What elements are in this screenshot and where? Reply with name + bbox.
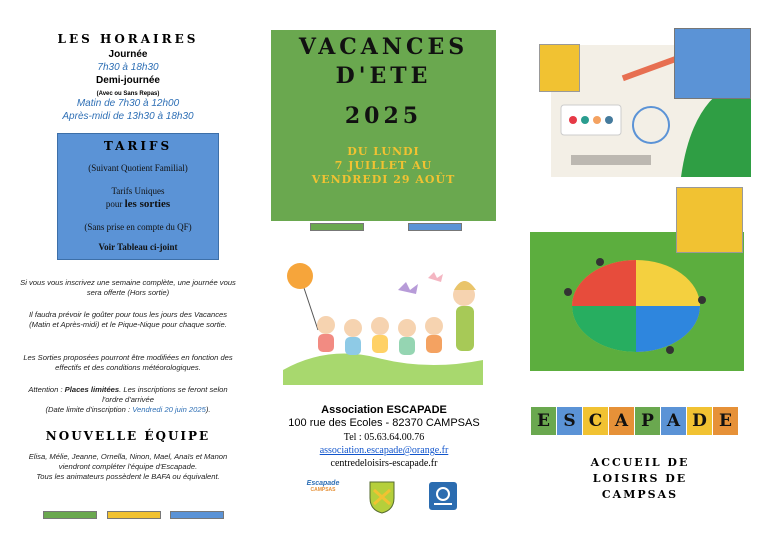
escapade-letter-5: P [635, 407, 660, 435]
grass-shape [283, 354, 483, 385]
equipe-title: NOUVELLE ÉQUIPE [45, 429, 211, 443]
escapade-letter-6: A [661, 407, 686, 435]
escapade-letter-4: A [609, 407, 634, 435]
green-strip [43, 511, 97, 519]
accueil-line2: LOISIRS DE [592, 472, 688, 485]
escapade-word [531, 407, 737, 437]
coat-of-arms-icon [368, 480, 396, 514]
vacances-line2: D'ETE [335, 63, 432, 89]
butterfly-shape [398, 282, 418, 294]
escapade-letter-3: C [583, 407, 608, 435]
escapade-logo-sub: CAMPSAS [310, 487, 336, 493]
tarifs-pour-sorties [58, 198, 218, 210]
escapade-letter-8: E [713, 407, 738, 435]
tarifs-pour: pour [105, 199, 125, 209]
tarifs-title: TARIFS [103, 139, 173, 153]
equipe-text [20, 452, 236, 482]
journee-label: Journée [108, 49, 148, 60]
association-address: 100 rue des Ecoles - 82370 CAMPSAS [288, 417, 480, 429]
blue-strip [170, 511, 224, 519]
escapade-logo [303, 480, 343, 510]
caf-logo-icon [428, 481, 458, 511]
balloon-string [304, 288, 318, 330]
association-name: Association ESCAPADE [321, 404, 447, 416]
horaires-title: LES HORAIRES [57, 32, 199, 46]
journee-hours: 7h30 à 18h30 [97, 62, 159, 73]
accueil-line3: CAMPSAS [601, 488, 679, 501]
attention-prefix: Attention : [28, 385, 65, 394]
yellow-square-mid [676, 187, 743, 253]
equipe-text-1: Elisa, Mélie, Jeanne, Ornella, Ninon, Mael, Anaïs et Manon viendront compléter l'équipe d'Escapade. [28, 452, 228, 471]
equipe-text-2: Tous les animateurs possèdent le BAFA ou équivalent. [36, 472, 220, 481]
email-link[interactable]: association.escapade@orange.fr [319, 445, 449, 456]
association-email[interactable] [256, 444, 512, 457]
note-sorties: Les Sorties proposées pourront être modifiées en fonction des effectifs et des conditions météorologiques. [23, 353, 233, 372]
kids-group [317, 281, 476, 355]
escapade-letter-1: E [531, 407, 556, 435]
panel-vacances [256, 0, 512, 543]
blue-square-top [674, 28, 751, 99]
apres-midi-hours: Après-midi de 13h30 à 18h30 [62, 111, 194, 122]
panel-horaires-tarifs [0, 0, 256, 543]
tarifs-quotient: (Suivant Quotient Familial) [88, 163, 188, 173]
escapade-logo-text: Escapade [306, 480, 340, 487]
vacances-date2: 7 JUILLET AU [334, 159, 433, 172]
vacances-line1: VACANCES [298, 34, 469, 60]
note-attention [20, 385, 236, 415]
tarifs-sans-qf: (Sans prise en compte du QF) [84, 222, 192, 232]
tarifs-uniques: Tarifs Uniques [111, 186, 165, 196]
accueil-title [512, 455, 768, 503]
vacances-date1: DU LUNDI [347, 145, 420, 158]
vacances-date3: VENDREDI 29 AOÛT [311, 173, 456, 186]
limite-date: Vendredi 20 juin 2025 [132, 405, 206, 414]
escapade-letter-7: D [687, 407, 712, 435]
blue-strip-2 [408, 223, 462, 231]
limite-prefix: (Date limite d'inscription : [45, 405, 133, 414]
children-illustration [278, 250, 488, 385]
matin-hours: Matin de 7h30 à 12h00 [76, 98, 180, 109]
tarifs-box [57, 133, 219, 260]
green-strip-2 [310, 223, 364, 231]
places-limitees: Places limitées [64, 385, 120, 394]
attention-suffix: . Les inscriptions se feront selon l'ordre d'arrivée [102, 385, 228, 404]
tarifs-tableau: Voir Tableau ci-joint [98, 242, 178, 252]
tarifs-sorties: les sorties [124, 198, 171, 210]
vacances-year: 2025 [344, 103, 423, 129]
note-semaine: Si vous vous inscrivez une semaine complète, une journée vous sera offerte (Hors sortie) [20, 278, 236, 297]
demi-journee-label: Demi-journée [96, 75, 160, 86]
note-gouter: Il faudra prévoir le goûter pour tous les jours des Vacances (Matin et Après-midi) et le Pique-Nique pour chaque sortie. [28, 310, 228, 329]
butterfly-shape-2 [428, 272, 443, 282]
panel-escapade [512, 0, 768, 543]
yellow-strip [107, 511, 161, 519]
limite-suffix: ). [205, 405, 211, 414]
yellow-square-top [539, 44, 580, 92]
balloon-shape [287, 263, 313, 289]
accueil-line1: ACCUEIL DE [590, 456, 690, 469]
association-tel: Tel : 05.63.64.00.76 [343, 432, 425, 443]
vacances-box [271, 30, 496, 221]
escapade-letter-2: S [557, 407, 582, 435]
demi-journee-note: (Avec ou Sans Repas) [96, 91, 160, 97]
association-website[interactable]: centredeloisirs-escapade.fr [330, 458, 438, 469]
